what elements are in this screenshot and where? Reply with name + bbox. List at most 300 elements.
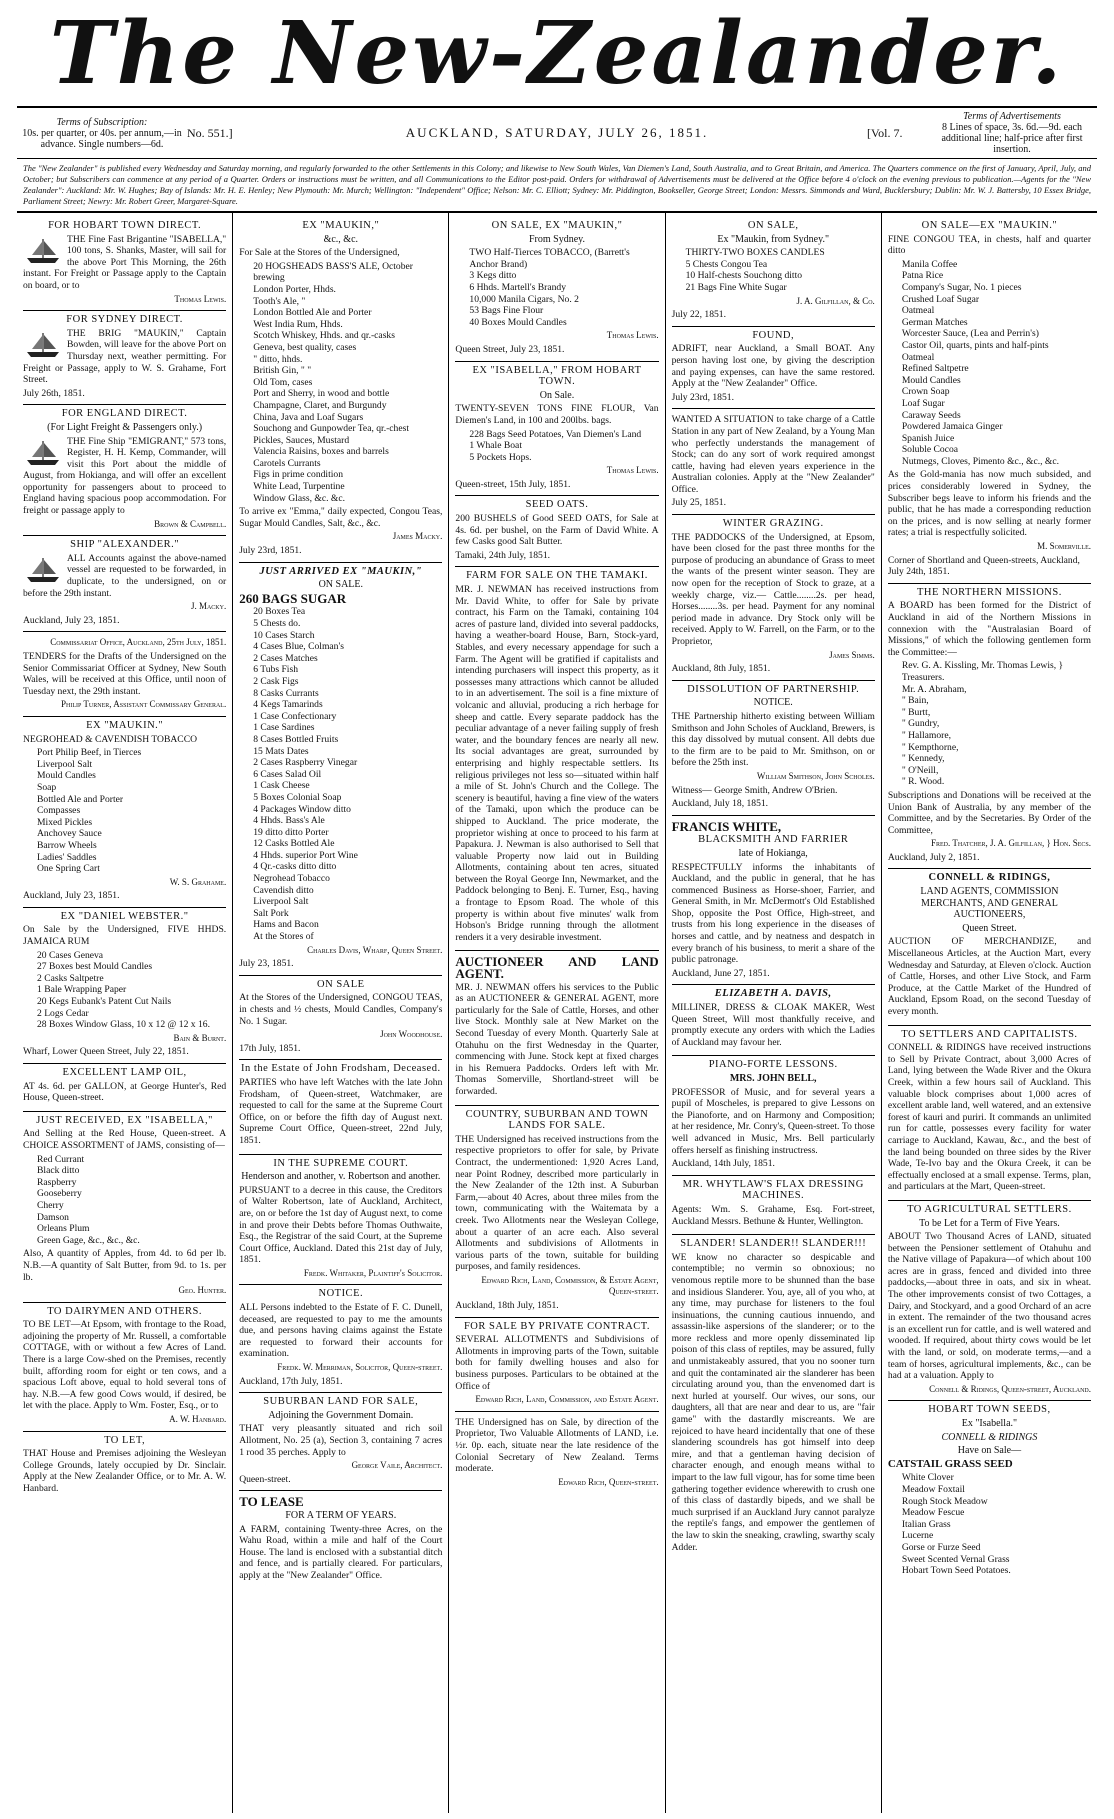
ad-date: July 23rd, 1851. [239,545,302,557]
list-item: 20 HOGSHEADS BASS'S ALE, October brewing [253,260,413,284]
ad-date: Auckland, July 18, 1851. [671,798,769,810]
ad-commissariat-tenders [23,632,226,717]
ad-body: A BOARD has been formed for the District of Auckland in aid of the Northern Missions in connexion with the "Australasian Board of Missions," of which the following gentlemen form the Committee:— [887,600,1092,658]
ad-lead: TWENTY-SEVEN TONS FINE FLOUR, Van Diemen's Land, in 100 and 200lbs. bags. [455,403,659,426]
list-item: Figs in prime condition [253,469,344,481]
ad-flax-machines [672,1176,875,1235]
ad-subtitle: NOTICE. [753,697,793,709]
ad-title: TO DAIRYMEN AND OTHERS. [47,1305,203,1317]
ad-title: SLANDER! SLANDER!! SLANDER!!! [680,1238,867,1250]
list-item: London Porter, Hhds. [253,283,336,295]
ad-subtitle-2: CONNELL & RIDINGS [941,1431,1038,1443]
ad-signature: Fred. Thatcher, J. A. Gilfillan, } Hon. Secs. [931,838,1092,849]
ad-title: FOR SALE BY PRIVATE CONTRACT. [463,1320,651,1332]
list-item: Spanish Juice [901,432,955,444]
ad-date: Corner of Shortland and Queen-streets, Auckland, July 24th, 1851. [887,554,1080,578]
list-item: 5 Chests Congou Tea [685,258,768,270]
ad-body: To arrive ex "Emma," daily expected, Congou Teas, Sugar Mould Candles, Salt, &c., &c. [239,506,443,529]
ad-subtitle: To be Let for a Term of Five Years. [919,1217,1060,1229]
subscription-terms-title: Terms of Subscription: [56,116,148,128]
list-item: 5 Boxes Colonial Soap [253,791,342,803]
ad-subtitle: (For Light Freight & Passengers only.) [47,421,203,433]
list-item: Souchong and Gunpowder Tea, qr.-chest [253,423,410,435]
ad-title: SHIP "ALEXANDER." [70,539,180,551]
ad-lamp-oil [23,1064,226,1112]
ad-body: PURSUANT to a decree in this cause, the Creditors of Walter Robertson, late of Auckland, Architect, are, on or before the 1st day of August next, to come in and prove their Debts before Thomas Outhwaite, Esq., the Registrar of the said Court, at the Supreme Court Office, Auckland. Dated this 21st day of July, 1851. [239,1184,443,1266]
list-item: Port Philip Beef, in Tierces [37,747,142,759]
ad-congou-tea-maukin [888,217,1091,584]
ad-item-list [888,259,1091,468]
ad-date: Auckland, 17th July, 1851. [239,1375,343,1387]
ad-candles [672,217,875,327]
ad-signature: J. Macky. [190,601,227,612]
ad-title: JUST ARRIVED EX "MAUKIN," [259,565,423,577]
list-item: 4 Kegs Tamarinds [253,699,323,711]
list-item: Gorse or Furze Seed [901,1541,981,1553]
ad-body: THAT very pleasantly situated and rich soil Allotment, No. 25 (a), Section 3, containing 7 acres 1 rood 35 perches. Apply to [239,1423,443,1458]
list-item: 28 Boxes Window Glass, 10 x 12 @ 12 x 16. [37,1019,210,1031]
ad-private-contract [455,1318,658,1412]
list-item: Soap [37,781,57,793]
list-item: Company's Sugar, No. 1 pieces [901,281,1022,293]
list-item: 10,000 Manila Cigars, No. 2 [469,293,579,305]
ad-date: Auckland, July 23, 1851. [23,890,120,902]
masthead-title: The New-Zealander. [49,3,1065,104]
list-item: Carotels Currants [253,457,321,469]
ad-title: FOR SYDNEY DIRECT. [66,314,183,326]
ad-lead: For Sale at the Stores of the Undersigned, [239,247,400,259]
list-item: One Spring Cart [37,863,100,875]
list-item: 4 Qr.-casks ditto ditto [253,861,337,873]
ad-date: Auckland, 18th July, 1851. [455,1300,559,1312]
ad-title: EX "ISABELLA," FROM HOBART TOWN. [472,364,642,388]
ad-wanted-situation [672,409,875,515]
ad-date: July 26th, 1851. [23,387,85,399]
ad-title: WINTER GRAZING. [722,518,824,530]
list-item: " Gundry, [901,718,940,730]
list-item: 12 Casks Bottled Ale [253,838,335,850]
list-item: Rough Stock Meadow [901,1495,988,1507]
ad-found-boat [672,327,875,410]
ad-item-list [455,429,658,464]
list-item: Anchovey Sauce [37,828,102,840]
ad-date: July 22, 1851. [671,309,726,321]
list-item: Mr. A. Abraham, [901,683,967,695]
ad-lead: And Selling at the Red House, Queen-street. A CHOICE ASSORTMENT of JAMS, consisting of— [23,1128,227,1151]
ad-title: TO SETTLERS AND CAPITALISTS. [901,1028,1078,1040]
ad-item-list [455,247,658,328]
ad-ex-maukin-stores [239,217,442,563]
ad-title: ON SALE—EX "MAUKIN." [921,220,1058,231]
ad-title: ON SALE, [747,220,799,231]
list-item: Pickles, Sauces, Mustard [253,434,350,446]
list-item: Black ditto [37,1165,80,1177]
ad-body-2: Subscriptions and Donations will be received at the Union Bank of Australia, by any member of the Committee, and by the Secretaries. By Order of the Committee, [887,789,1092,836]
ad-title: EX "MAUKIN," [302,220,380,231]
list-item: " Bain, [901,695,929,707]
ad-body: THE BRIG "MAUKIN," Captain Bowden, will leave for the above Port on Thursday next, weather permitting. For Freight or Passage, apply to W. S. Grahame, Fort Street. [23,327,227,386]
ad-subtitle: From Sydney. [528,233,586,245]
ad-subtitle: On Sale. [539,389,575,401]
ad-body: Agents: Wm. S. Grahame, Esq. Fort-street, Auckland Messrs. Bethune & Hunter, Wellington. [671,1203,875,1227]
ad-dairymen [23,1303,226,1432]
ad-dunell-notice [239,1285,442,1393]
ad-date: 17th July, 1851. [239,1042,301,1054]
ad-date: July 23rd, 1851. [671,391,734,403]
list-item: 21 Bags Fine White Sugar [685,281,787,293]
ad-jams [23,1112,226,1303]
ad-title: EXCELLENT LAMP OIL, [62,1067,187,1078]
ad-item-list [23,950,226,1031]
ad-date: Auckland, 14th July, 1851. [671,1158,775,1170]
ad-title: CONNELL & RIDINGS, [928,872,1051,884]
ad-body: ABOUT Two Thousand Acres of LAND, situated between the Pensioner settlement of Otahuhu and the Native village of Papakura—of which about 100 acres are in grass, fenced and divided into three paddocks,—about three in oats, and six in wheat. The other improvements consist of two Cottages, a Dairy, and Stockyard, and a good Orchard of an acre in extent. The remainder of the two thousand acres is an excellent run for cattle, and is well watered and wooded. If required, about thirty cows would be let with the land, or sold, on moderate terms,—and a team of horses, agricultural implements, &c., can be had at a valuation. Apply to [887,1231,1092,1382]
list-item: " Kempthorne, [901,741,959,753]
ad-item-list [239,606,442,942]
list-item: Negrohead Tobacco [253,873,330,885]
ad-body: ALL Persons indebted to the Estate of F. C. Dunell, deceased, are requested to pay to me the amounts due, and persons having claims against the Estate are requested to forward their accounts for examination. [239,1302,443,1360]
ad-signature: M. Somerville. [1037,541,1092,552]
list-item: Mould Candles [37,770,96,782]
column-5 [882,213,1097,1813]
list-item: 27 Boxes best Mould Candles [37,961,153,973]
ad-signature: Thomas Lewis. [174,293,227,304]
ad-title: TO AGRICULTURAL SETTLERS. [907,1203,1072,1215]
ad-lead: NEGROHEAD & CAVENDISH TOBACCO [23,733,198,745]
ad-agricultural-settlers [888,1201,1091,1402]
ad-signature: Philip Turner, Assistant Commissary General. [60,699,227,710]
ad-item-list [888,660,1091,788]
list-item: Hams and Bacon [253,919,319,931]
ad-title: TO LEASE [239,1494,304,1510]
ad-signature: W. S. Grahame. [169,876,227,887]
ad-body: PARTIES who have left Watches with the late John Frodsham, of Queen-street, Watchmaker, are requested to call for the same at the Supreme Court Office, on or before the fifth day of August next. Supreme Court Office, Queen-street, 22nd July, 1851. [239,1076,443,1146]
list-item: Manila Coffee [901,258,958,270]
ad-item-list [23,1154,226,1247]
ad-body: TENDERS for the Drafts of the Undersigned on the Senior Commissariat Officer at Sydney, New South Wales, will be received at this Office, until noon of Tuesday next, the 29th instant. [23,651,227,697]
ad-dissolution-partnership [672,681,875,816]
list-item: 15 Mats Dates [253,745,309,757]
ad-witness: Witness— George Smith, Andrew O'Brien. [671,784,838,796]
ad-slander [672,1235,875,1560]
list-item: Patna Rice [901,270,944,282]
list-item: China, Java and Loaf Sugars [253,411,364,423]
subscription-terms-text: 10s. per quarter, or 40s. per annum,—in advance. Single numbers—6d. [22,127,182,150]
ad-subtitle-3: Have on Sale— [957,1445,1022,1457]
ad-body: THE PADDOCKS of the Undersigned, at Epsom, have been closed for the past three months for the purpose of producing an abundance of Grass to meet the wants of the present winter season. They are now open for the reception of Stock to graze, at a weekly charge, viz.— Cattle........2s. per head, Horses........3s. per head. Payment for any nominal period made in advance. Dry Stock only will be received. Apply to W. Farrell, on the Farm, or to the Proprietor, [671,531,875,647]
ad-signature: Thomas Lewis. [606,465,659,476]
list-item: Italian Grass [901,1518,951,1530]
list-item: London Bottled Ale and Porter [253,307,372,319]
ship-icon [23,330,63,360]
list-item: Gooseberry [37,1188,82,1200]
list-item: Oatmeal [901,305,935,317]
ad-daniel-webster [23,908,226,1064]
list-item: Cavendish ditto [253,884,314,896]
ad-subtitle: Ex "Isabella." [961,1418,1018,1429]
list-item: 1 Cask Cheese [253,780,310,792]
ad-hobart-town-direct [23,217,226,311]
list-item: 1 Case Sardines [253,722,315,734]
ad-frodsham-estate [239,1060,442,1154]
ad-northern-missions [888,584,1091,870]
ad-body: THE Fine Fast Brigantine "ISABELLA," 100 tons, S. Shanks, Master, will sail for the above Port This Morning, the 26th instant. For Freight or Passage apply to the Captain on board, or to [23,233,227,291]
ad-signature: James Simms. [829,649,875,660]
ad-sydney-direct [23,311,226,405]
columns [17,213,1097,1813]
ad-signature: Bain & Burnt. [173,1032,227,1043]
ad-body: THE Undersigned has received instructions from the respective proprietors to offer for sale, by Private Contract, the undermentioned: 1,920 Acres Land, near Point Rodney, described more particularly in the New Zealander of the 12th inst. A Suburban Farm,—about 40 Acres, about three miles from the town, communicating with the Waitemata by a creek. Two Allotments near the Wesleyan College, about a quarter of an acre each. Also several Allotments and subdivisions of Allotments in various parts of the town, suitable for building purposes, and family residences. [455,1133,659,1273]
ad-item-list [672,247,875,293]
ad-body: TO BE LET—At Epsom, with frontage to the Road, adjoining the property of Mr. Russell, a comfortable COTTAGE, with or without a few Acres of Land. There is a large Cow-shed on the Premises, recently built, affording room for eight or ten cows, and a spacious Loft above, equal to hold several tons of hay. N.B.—A few good Cows would, if desired, be let with the place. Apply to Wm. Foster, Esq., or to [23,1319,227,1412]
ad-date: Queen Street, July 23, 1851. [455,343,565,355]
list-item: Soluble Cocoa [901,444,959,456]
list-item: Old Tom, cases [253,376,313,388]
ad-supreme-court [239,1155,442,1286]
ad-signature: Fredk. W. Merriman, Solicitor, Queen-street. [277,1362,443,1373]
list-item: 6 Tubs Fish [253,664,299,676]
issue-number: No. 551.] [187,125,233,140]
ad-signature: John Woodhouse. [380,1029,443,1040]
list-item: 1 Whale Boat [469,440,522,452]
list-item: Meadow Foxtail [901,1483,965,1495]
list-item: Liverpool Salt [253,896,309,908]
info-bar [17,106,1097,159]
ad-title: COUNTRY, SUBURBAN AND TOWN LANDS FOR SALE. [465,1108,649,1132]
list-item: Crushed Loaf Sugar [901,293,980,305]
ad-body: WANTED A SITUATION to take charge of a Cattle Station in any part of New Zealand, by a Young Man who perfectly understands the management of Stock; can do any sort of work required amongst cattle, having had eleven years experience in the Australian colonies. Apply at the "New Zealander" Office. [671,414,875,495]
list-item: TWO Half-Tierces TOBACCO, (Barrett's Anchor Brand) [469,247,630,270]
list-item: Champagne, Claret, and Burgundy [253,399,387,411]
ad-just-arrived-maukin [239,563,442,976]
ad-body: Also, A quantity of Apples, from 4d. to 6d per lb. N.B.—A quantity of Salt Butter, from 9d. to 1s. per lb. [23,1248,227,1283]
ad-signature: Fredk. Whitaker, Plaintiff's Solicitor. [303,1267,443,1278]
list-item: Rev. G. A. Kissling, Mr. Thomas Lewis, } Treasurers. [901,660,1064,683]
list-item: 53 Bags Fine Flour [469,305,544,317]
ad-body: ALL Accounts against the above-named vessel are requested to be forwarded, in duplicate, to the undersigned, on or before the 29th instant. [23,552,227,599]
ad-subtitle: FOR A TERM OF YEARS. [285,1509,397,1521]
list-item: Scotch Whiskey, Hhds. and qr.-casks [253,330,395,342]
ad-subtitle: Henderson and another, v. Robertson and another. [241,1171,441,1183]
list-item: 4 Packages Window ditto [253,803,351,815]
list-item: Barrow Wheels [37,839,97,851]
ad-date: Queen-street. [239,1473,291,1485]
ad-date: Auckland, 8th July, 1851. [671,663,771,675]
advertisement-terms [927,111,1097,155]
ad-body: THE Fine Ship "EMIGRANT," 573 tons, Register, H. H. Kemp, Commander, will visit this Port about the middle of August, from Hokianga, and will offer an excellent opportunity for passengers about to proceed to England having spacious poop accommodation. For freight or passage apply to [23,435,227,517]
list-item: " O'Neill, [901,764,939,776]
ad-date: Auckland, July 2, 1851. [887,851,980,863]
list-item: 4 Cases Blue, Colman's [253,641,344,653]
advertisement-terms-title: Terms of Advertisements [963,111,1061,122]
ad-body: A FARM, containing Twenty-three Acres, on the Wahu Road, within a mile and half of the Court House. The land is enclosed with a substantial ditch and fence, and is partially cleared. For particulars, apply at the "New Zealander" Office. [239,1523,443,1581]
list-item: 4 Hhds. Bass's Ale [253,815,325,827]
list-item: 228 Bags Seed Potatoes, Van Diemen's Land [469,428,642,440]
ad-body: ADRIFT, near Auckland, a Small BOAT. Any person having lost one, by giving the description and paying expenses, can have the same restored. Apply at the "New Zealander" Office. [671,343,875,390]
ad-signature: Brown & Campbell. [154,518,227,529]
ad-subtitle: MRS. JOHN BELL, [729,1073,817,1084]
list-item: " Hallamore, [901,729,952,741]
list-item: 2 Cask Figs [253,675,299,687]
ad-signature: Charles Davis, Wharf, Queen Street. [307,944,443,955]
ad-body: RESPECTFULLY informs the inhabitants of Auckland, and the public in general, that he has commenced Business as Horse-shoer, Farrier, and General Smith, in Mr. McDermott's Old Established Shop, opposite the Post Office, High-street, and trusts from his long experience in the diseases of horses and cattle, and by neatness and despatch in every branch of his business, to merit a share of the public patronage. [671,861,875,966]
place-date: AUCKLAND, SATURDAY, JULY 26, 1851. [405,125,709,140]
list-item: Raspberry [37,1176,77,1188]
ad-title: EX "DANIEL WEBSTER." [60,910,189,922]
list-item: 5 Pockets Hops. [469,451,532,463]
ad-body: THE Partnership hitherto existing between William Smithson and John Scholes of Auckland, Brewers, is this day dissolved by mutual consent. All debts due to the firm are to be paid to Mr. Smithson, on or before the 25th inst. [671,710,875,769]
ad-date: Wharf, Lower Queen Street, July 22, 1851. [23,1046,189,1058]
column-2 [233,213,449,1813]
list-item: German Matches [901,316,968,328]
advertisement-terms-text: 8 Lines of space, 3s. 6d.—9d. each additional line; half-price after first insertion. [941,122,1083,155]
list-item: 20 Boxes Tea [253,606,306,618]
list-item: Castor Oil, quarts, pints and half-pints [901,339,1049,351]
list-item: 4 Hhds. superior Port Wine [253,849,358,861]
ad-body: THE Undersigned has on Sale, by direction of the Proprietor, Two Valuable Allotments of LAND, i.e. ½r. 0p. each, situate near the late residence of the Colonial Secretary of New Zealand. Terms moderate. [455,1416,659,1475]
ad-title: AUCTIONEER AND LAND AGENT. [455,954,659,982]
ad-title: TO LET, [104,1434,146,1446]
ad-isabella-hobart [455,362,658,497]
publication-notice: The "New Zealander" is published every Wednesday and Saturday morning, and regularly forwarded to the other Settlements in this Colony; and likewise to New South Wales, Van Diemen's Land, South Australia, and to Great Britain, and America. The Quarters commence on the first of January, April, July, and October; but Subscribers can commence at any period of a Quarter. Orders or instructions must be written, and all Communications to the Editor post-paid. Orders for withdrawal of Advertisements must be delivered at the Office before 4 o'clock on the evening previous to publication.—Agents for the "New Zealander": Auckland: Mr. W. Hughes; Bay of Islands: Mr. H. E. Henley; New Plymouth: Mr. Murch; Wellington: "Independent" Office; Nelson: Mr. C. Elliott; Sydney: Mr. Piddington, Bookseller, George Street; London: Messrs. Simmonds and Ward, Bucklersbury; Dublin: Mr. W. J. Battersby, 10 Essex Bridge, Parliament Street; Newry: Mr. Robert Greer, Margaret-Square. [17,159,1097,213]
list-item: THIRTY-TWO BOXES CANDLES [685,247,825,259]
ad-title: SUBURBAN LAND FOR SALE, [263,1396,419,1408]
newspaper-page [17,3,1097,1813]
ad-england-direct [23,405,226,536]
list-item: Crown Soap [901,386,950,398]
ad-title: ON SALE, EX "MAUKIN," [491,220,623,231]
list-item: Meadow Fescue [901,1507,965,1519]
ad-title: ON SALE [317,978,365,990]
list-item: 5 Chests do. [253,618,301,629]
ad-settlers-capitalists [888,1026,1091,1201]
list-item: 6 Cases Salad Oil [253,768,322,780]
ad-body: At the Stores of the Undersigned, CONGOU TEAS, in chests and ½ chests, Mould Candles, Company's No. 1 Sugar. [239,992,443,1027]
ad-francis-white [672,816,875,986]
list-item: Tooth's Ale, " [253,295,306,307]
list-item: Loaf Sugar [901,397,945,409]
ad-lead: FINE CONGOU TEA, in chests, half and quarter ditto [887,233,1092,257]
list-item: Worcester Sauce, (Lea and Perrin's) [901,328,1039,340]
ad-title: FARM FOR SALE ON THE TAMAKI. [466,570,648,582]
ad-title: EX "MAUKIN." [86,719,164,731]
subscription-terms [17,117,187,150]
ad-subtitle-2: Queen Street. [962,922,1017,934]
list-item: Salt Pork [253,907,289,919]
list-item: Liverpool Salt [37,758,93,770]
ad-to-let [23,1432,226,1502]
ad-title: ELIZABETH A. DAVIS, [714,988,832,1000]
list-item: Red Currant [37,1153,85,1165]
ad-subtitle: Ex "Maukin, from Sydney." [717,233,830,245]
ad-title: FOUND, [752,329,795,341]
ad-valuable-allotments [455,1412,658,1494]
ad-seed-oats [455,496,658,567]
list-item: " Kennedy, [901,753,945,765]
ad-item-list [23,747,226,875]
list-item: Sweet Scented Vernal Grass [901,1553,1010,1565]
list-item: 3 Kegs ditto [469,270,517,282]
list-item: 8 Casks Currants [253,687,319,699]
list-item: Cherry [37,1199,64,1211]
ad-title: PIANO-FORTE LESSONS. [708,1059,838,1071]
ad-ex-maukin-tobacco [23,717,226,908]
list-item: 10 Cases Starch [253,629,315,641]
ad-subtitle: &c., &c. [323,233,359,245]
ad-connell-ridings [888,869,1091,1025]
ship-icon [23,555,63,585]
ad-header: Commissariat Office, Auckland, 25th July, 1851. [50,637,227,648]
list-item: Window Glass, &c. &c. [253,492,346,504]
list-item: 10 Half-chests Souchong ditto [685,270,803,282]
ad-body: SEVERAL ALLOTMENTS and Subdivisions of Allotments in improving parts of the Town, suitable both for family dwelling houses and also for business purposes. Particulars to be obtained at the Office of [455,1334,659,1392]
ad-winter-grazing [672,515,875,681]
ad-signature: Edward Rich, Land, Commission, & Estate Agent, Queen-street. [481,1274,659,1297]
list-item: Damson [37,1211,69,1223]
list-item: Mixed Pickles [37,816,93,828]
ad-title: DISSOLUTION OF PARTNERSHIP. [687,683,860,695]
list-item: 19 ditto ditto Porter [253,826,329,838]
ad-to-lease [239,1491,442,1588]
ad-title: JUST RECEIVED, EX "ISABELLA," [36,1114,213,1126]
ad-body: MR. J. NEWMAN offers his services to the Public as an AUCTIONEER & GENERAL AGENT, more particularly for the Sale of Cattle, Horses, and other live Stock. Monthly sale at New Market on the Second Tuesday of every Month. Quarterly Sale at Otahuhu on the first Wednesday in the Quarter, commencing with June. Stock kept at fixed charges in his Remuera Paddocks. Orders left with Mr. Thomas Somerville, Shortland-street will be forwarded. [455,981,659,1097]
ad-title: THE NORTHERN MISSIONS. [916,586,1062,598]
ad-title: In the Estate of John Frodsham, Deceased. [241,1063,441,1075]
list-item: West India Rum, Hhds. [253,318,343,330]
ad-title: HOBART TOWN SEEDS, [928,1404,1051,1416]
list-item: Green Gage, &c., &c., &c. [37,1234,140,1246]
ad-title: SEED OATS. [525,499,589,511]
list-item: Bottled Ale and Porter [37,793,124,805]
ad-farm-tamaki [455,567,658,951]
ship-icon [23,236,63,266]
list-item: Caraway Seeds [901,409,961,421]
ad-body: AT 4s. 6d. per GALLON, at George Hunter's, Red House, Queen-street. [23,1080,227,1104]
list-item: 2 Cases Matches [253,652,318,664]
ad-signature: Connell & Ridings, Queen-street, Auckland. [929,1383,1092,1394]
column-3 [449,213,665,1813]
ad-date: Auckland, June 27, 1851. [671,967,770,979]
ad-signature: Thomas Lewis. [606,330,659,341]
list-item: Compasses [37,805,81,817]
list-item: Ladies' Saddles [37,851,97,863]
ad-date: Tamaki, 24th July, 1851. [455,549,551,561]
ad-auctioneer-land-agent [455,951,658,1105]
ad-body: MILLINER, DRESS & CLOAK MAKER, West Queen Street, Will most thankfully receive, and promptly execute any orders with which the Ladies of Auckland may favour her. [671,1002,875,1048]
list-item: Mould Candles [901,374,961,386]
ad-congou-teas [239,976,442,1061]
ship-icon [23,438,63,468]
list-item: Nutmegs, Cloves, Pimento &c., &c., &c. [901,455,1060,467]
ad-date: July 23, 1851. [239,958,294,970]
ad-country-lands [455,1106,658,1318]
list-item: Powdered Jamaica Ginger [901,421,1003,433]
ad-date: July 25, 1851. [671,497,726,509]
ad-title: NOTICE. [318,1288,364,1300]
list-item: British Gin, " " [253,365,312,377]
list-item: 2 Casks Saltpetre [37,972,104,984]
volume-number: [Vol. 7. [867,125,903,140]
ad-date: Queen-street, 15th July, 1851. [455,478,571,490]
list-item: Refined Saltpetre [901,363,969,375]
ad-body: THAT House and Premises adjoining the Wesleyan College Grounds, lately occupied by Dr. Sinclair. Apply at the New Zealander Office, or to Mr. A. W. Hanbard. [23,1448,227,1494]
ad-body: MR. J. NEWMAN has received instructions from Mr. David White, to offer for Sale by private contract, his Farm on the Tamaki, containing 104 acres of pasture land, divided into several paddocks, having a weather-board House, Barn, Stock-yard, Stables, and every necessary appendage for such a Farm. The Agent will be gratified if capitalists and intending purchasers will inspect this property, as it possesses many attractions which cannot be alluded to in an advertisement. The soil is a fine mixture of volcanic and alluvial, producing a rich herbage for sheep and cattle. Every separate paddock has the peculiar advantage of a never failing supply of fresh water, and the boundary fences are nearly all new. Its social advantages are great, surrounded by enterprising and highly respectable settlers. Its religious privileges not less so—situated within half a mile of St. John's Church and the College. The scenery is beautiful, having a fine view of the waters of the Tamaki, upon which the produce can be shipped to Auckland. The price moderate, the proprietor wishing at once to proceed to his farm at Papakura. J. Newman is also authorised to Sell that valuable Property now laid out in Building Allotments, containing about ten acres, situated between the Royal George Inn, Newmarket, and the Paddock belonging to Benj. E. Turner, Esq., having a frontage to Epsom Road. The whole of this property is within about five minutes' walk from Hobson's Bridge running through the allotment renders it a very desirable investment. [455,584,659,943]
ad-item-list [888,1472,1091,1576]
list-item: Valencia Raisins, boxes and barrels [253,446,389,458]
list-item: 20 Cases Geneva [37,949,104,961]
list-item: 20 Kegs Eubank's Patent Cut Nails [37,996,172,1008]
ad-lead: 260 BAGS SUGAR [239,590,347,606]
